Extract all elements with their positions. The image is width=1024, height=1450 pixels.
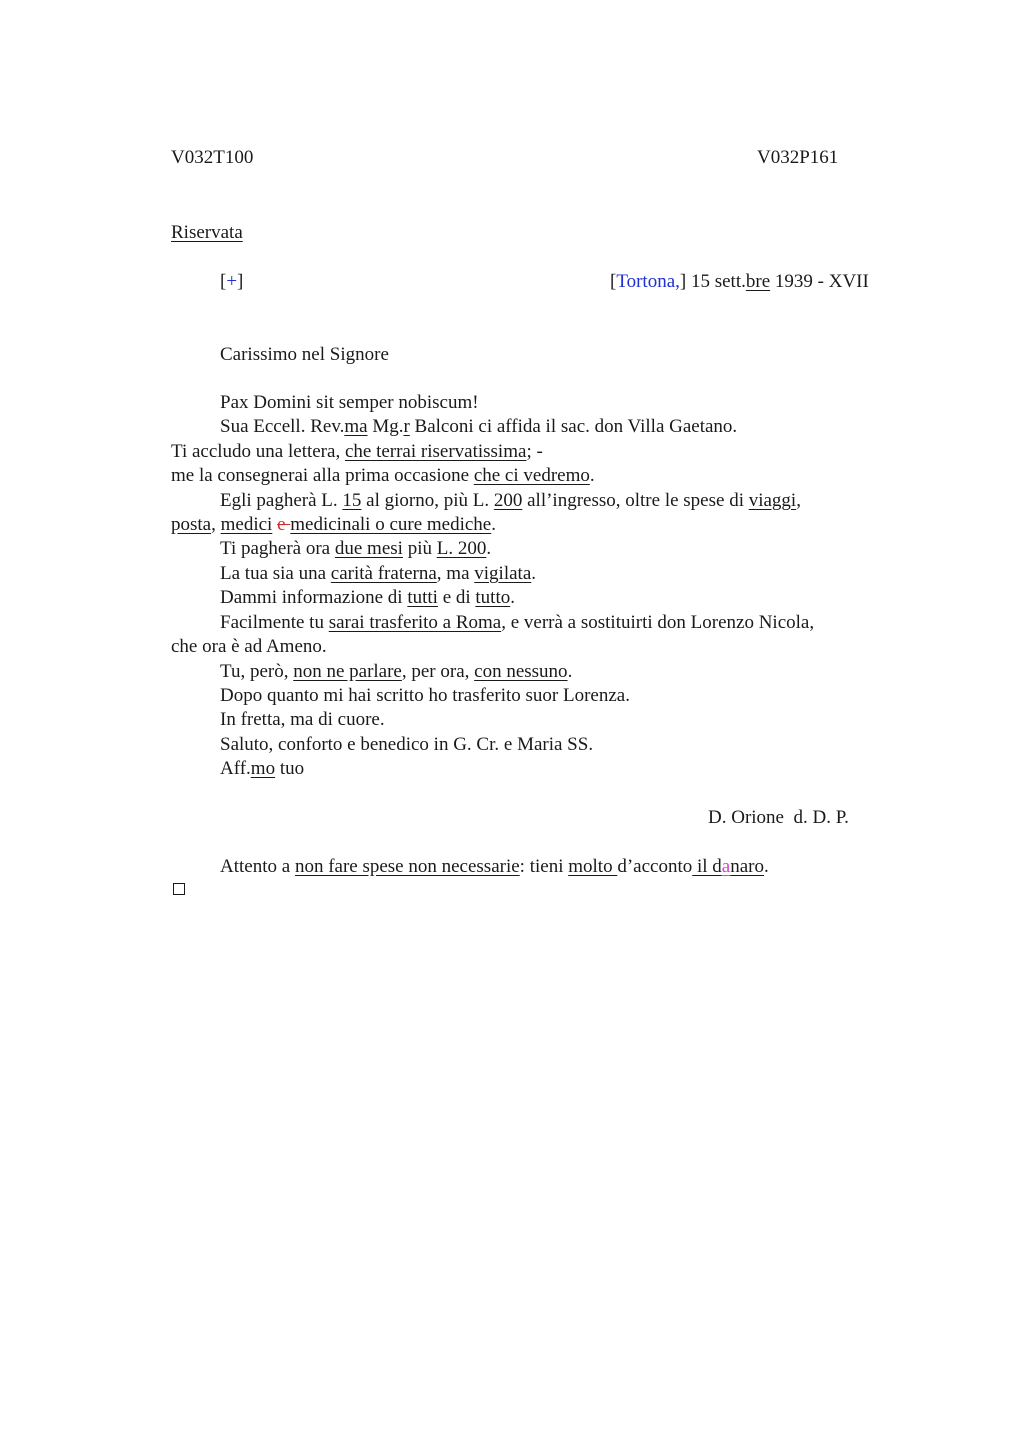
body-line: Tu, però, non ne parlare, per ora, con nessuno. xyxy=(220,661,573,682)
body-line: Facilmente tu sarai trasferito a Roma, e verrà a sostituirti don Lorenzo Nicola, xyxy=(220,612,815,633)
body-line: Saluto, conforto e benedico in G. Cr. e Maria SS. xyxy=(220,734,594,755)
deleted-text: e xyxy=(277,514,291,535)
closing: Aff.mo tuo xyxy=(220,758,305,779)
dateline: [Tortona,] 15 sett.bre 1939 - XVII xyxy=(610,271,869,292)
signature: D. Orione d. D. P. xyxy=(708,807,849,828)
checkbox-icon xyxy=(173,883,185,895)
body-line: Dopo quanto mi hai scritto ho trasferito suor Lorenza. xyxy=(220,685,630,706)
riservata-label: Riservata xyxy=(171,222,243,243)
body-line: La tua sia una carità fraterna, ma vigilata. xyxy=(220,563,536,584)
body-line: posta, medici e medicinali o cure mediche. xyxy=(171,514,496,535)
body-line: Ti accludo una lettera, che terrai riservatissima; - xyxy=(171,441,543,462)
document-code-right: V032P161 xyxy=(757,147,839,168)
body-line: Ti pagherà ora due mesi più L. 200. xyxy=(220,538,492,559)
document-code-left: V032T100 xyxy=(171,147,254,168)
postscript: Attento a non fare spese non necessarie: tieni molto d’acconto il danaro. xyxy=(220,856,769,877)
body-line: Dammi informazione di tutti e di tutto. xyxy=(220,587,515,608)
bracket-open: [ xyxy=(220,271,227,292)
place-name: Tortona, xyxy=(616,271,680,292)
body-line: me la consegnerai alla prima occasione che ci vedremo. xyxy=(171,465,595,486)
body-line: Pax Domini sit semper nobiscum! xyxy=(220,392,479,413)
bracket-close: ] xyxy=(237,271,244,292)
cross-mark xyxy=(220,271,243,293)
body-line: che ora è ad Ameno. xyxy=(171,636,327,657)
body-line: Sua Eccell. Rev.ma Mg.r Balconi ci affida il sac. don Villa Gaetano. xyxy=(220,416,738,437)
date-text: 15 sett. xyxy=(686,271,746,292)
body-line: Egli pagherà L. 15 al giorno, più L. 200 all’ingresso, oltre le spese di viaggi, xyxy=(220,490,801,511)
cross-icon: + xyxy=(226,271,238,292)
body-line: In fretta, ma di cuore. xyxy=(220,709,385,730)
salutation: Carissimo nel Signore xyxy=(220,344,389,365)
